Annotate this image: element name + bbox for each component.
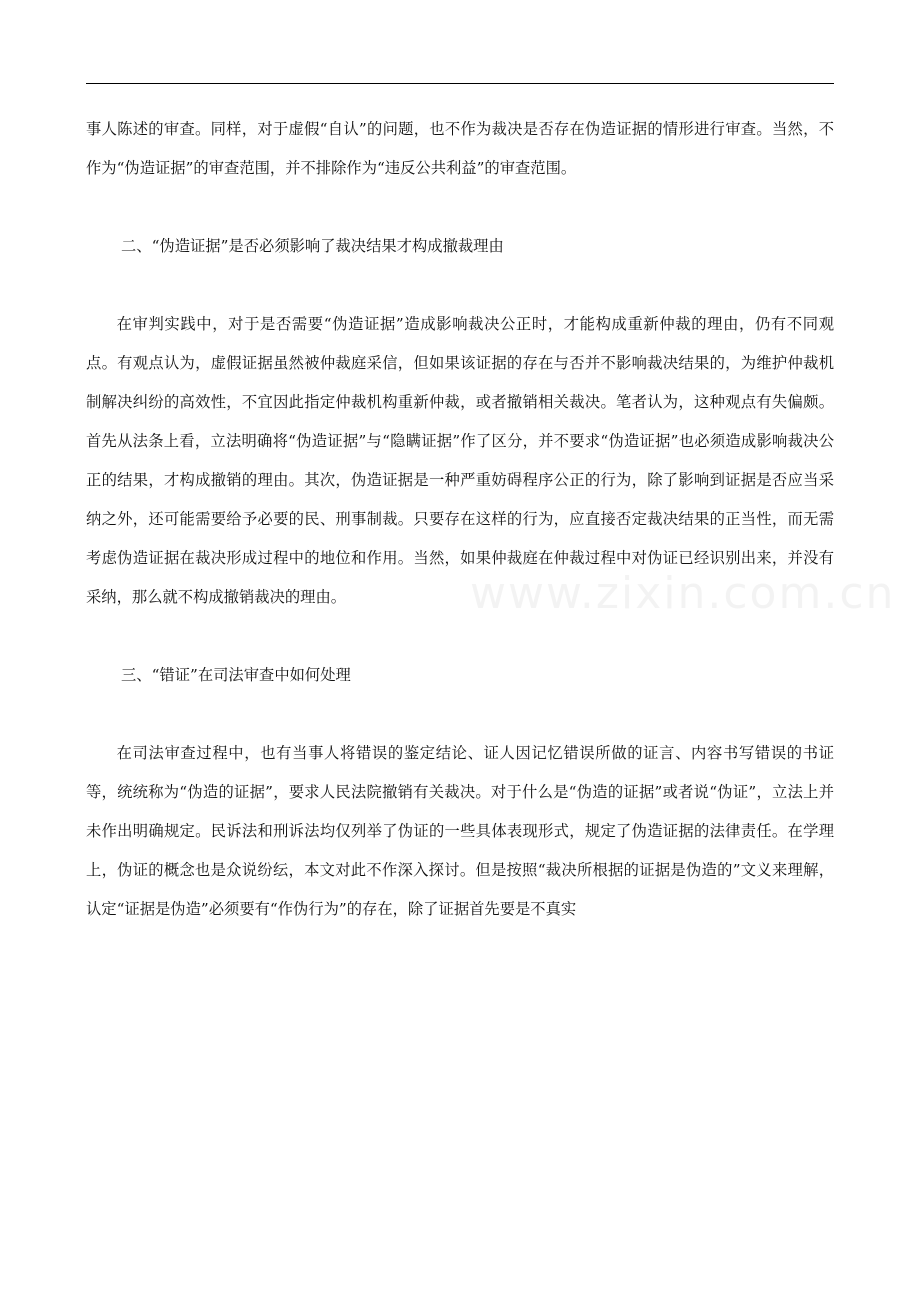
paragraph-gap xyxy=(86,188,834,227)
paragraph-gap xyxy=(86,266,834,305)
paragraph-continuation: 事人陈述的审查。同样，对于虚假“自认”的问题，也不作为裁决是否存在伪造证据的情形进行审查。当然，不作为“伪造证据”的审查范围，并不排除作为“违反公共利益”的审查范围。 xyxy=(86,120,834,177)
header-rule xyxy=(86,83,834,84)
paragraph-gap xyxy=(86,617,834,656)
section-heading-2: 二、“伪造证据”是否必须影响了裁决结果才构成撤裁理由 xyxy=(121,237,504,255)
paragraph-gap xyxy=(86,695,834,734)
section-heading-3: 三、“错证”在司法审查中如何处理 xyxy=(121,666,351,684)
watermark: www.zixin.com.cn xyxy=(470,568,896,619)
paragraph-section-3: 在司法审查过程中，也有当事人将错误的鉴定结论、证人因记忆错误所做的证言、内容书写错误的书证等，统统称为“伪造的证据”，要求人民法院撤销有关裁决。对于什么是“伪造的证据”或者说“伪证”，立法上并未作出明确规定。民诉法和刑诉法均仅列举了伪证的一些具体表现形式，规定了伪造证据的法律责任。在学理上，伪证的概念也是众说纷纭，本文对此不作深入探讨。但是按照“裁决所根据的证据是伪造的”文义来理解，认定“证据是伪造”必须要有“作伪行为”的存在，除了证据首先要是不真实 xyxy=(86,744,834,918)
paragraph-section-2: 在审判实践中，对于是否需要“伪造证据”造成影响裁决公正时，才能构成重新仲裁的理由，仍有不同观点。有观点认为，虚假证据虽然被仲裁庭采信，但如果该证据的存在与否并不影响裁决结果的，为维护仲裁机制解决纠纷的高效性，不宜因此指定仲裁机构重新仲裁，或者撤销相关裁决。笔者认为，这种观点有失偏颇。首先从法条上看，立法明确将“伪造证据”与“隐瞒证据”作了区分，并不要求“伪造证据”也必须造成影响裁决公正的结果，才构成撤销的理由。其次，伪造证据是一种严重妨碍程序公正的行为，除了影响到证据是否应当采纳之外，还可能需要给予必要的民、刑事制裁。只要存在这样的行为，应直接否定裁决结果的正当性，而无需考虑伪造证据在裁决形成过程中的地位和作用。当然，如果仲裁庭在仲裁过程中对伪证已经识别出来，并没有采纳，那么就不构成撤销裁决的理由。 xyxy=(86,315,834,606)
document-body xyxy=(86,110,834,929)
